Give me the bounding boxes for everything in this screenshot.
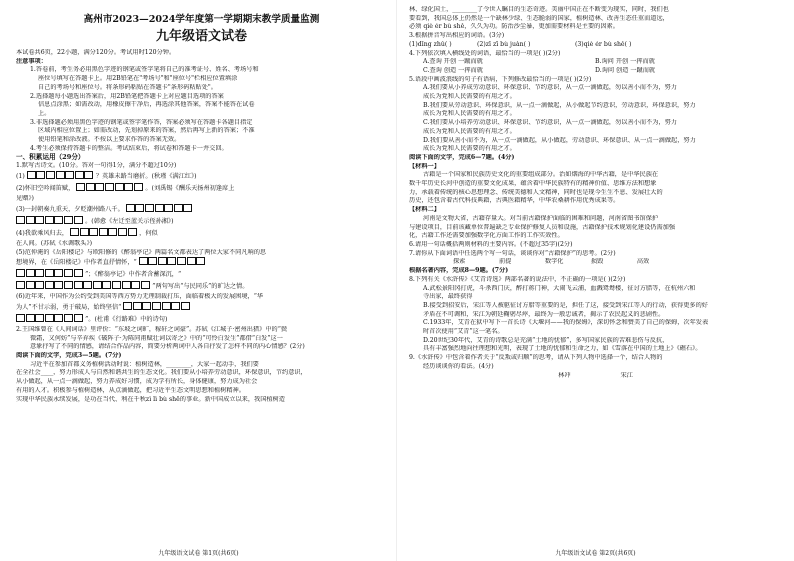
page-footer: 九年级语文试卷 第1页(共6页) [158,550,239,557]
reading-heading: 阅读下面的文字，完成3—5题。(7分) [16,352,122,360]
pinyin-item[interactable]: (1)dīng zhǔ( ) [409,40,452,48]
answer-row: ”。(杜甫《行路难》中的诗句) [16,314,387,326]
option[interactable]: D.询问 创造 一蹴而就 [594,66,656,74]
option[interactable]: B.我们要从劳动意识、环保意识，从一点一滴做起，从小做起节约意识，劳动意识，环保意识，努力 [423,101,696,109]
answer-box-group[interactable] [123,304,190,311]
answer-box[interactable] [89,228,98,236]
answer-box[interactable] [35,269,44,277]
answer-box[interactable] [102,281,111,289]
question-8: 8.下列有关《水浒传》《艾青诗选》两部名著的说法中，不正确的一项是( )(2分) [409,275,626,283]
option[interactable]: A.我们要从小养成劳动意识、环保意识、节约意识，从一点一滴做起，勿以善小而不为，努力 [423,84,677,92]
answer-box[interactable] [54,314,63,322]
answer-box[interactable] [181,302,190,310]
answer-row-text: (6)近年来，中国作为公约受到美国等西方势力无理制裁打压，面临着极大的发展困境，“华 [16,293,264,301]
reading-heading: 阅读下面的文字，完成6—7题。(4分) [409,153,515,161]
answer-box[interactable] [141,281,150,289]
answer-row: 想境界，在《岳阳楼记》中作者直抒情怀，“ [16,257,387,269]
section-heading: 一、积累运用（29分） [16,153,85,162]
answer-box[interactable] [70,228,79,236]
answer-box[interactable] [74,281,83,289]
answer-box[interactable] [123,302,132,310]
material-line: 古籍是一个国家和民族历史文化的重要组成部分。治如烟海的中华古籍，是中华民族在 [423,171,659,179]
option-cont: 寺出家，最终获得 [423,293,473,301]
answer-box[interactable] [177,257,186,265]
answer-box[interactable] [54,269,63,277]
answer-box[interactable] [83,281,92,289]
question-5: 5.语段中画波浪线的句子有语病，下列修改最恰当的一项是( )(2分) [409,75,592,83]
answer-box[interactable] [167,257,176,265]
character-choice[interactable]: 宋江 [620,371,633,379]
question-2-line: 意象抒写了不同的情感，请结合作品内容，简要分析两词中人各自抒发了怎样不同的内心情感？(2分) [30,343,305,351]
answer-box-group[interactable] [16,316,83,323]
answer-box[interactable] [131,281,140,289]
answer-box[interactable] [145,204,154,212]
option-cont: 成长为党和人民需要的有用之才。 [423,145,516,153]
option[interactable]: A.查询 开创 一蹴而就 [423,58,483,66]
option[interactable]: B.询问 开创 一挥而就 [594,58,655,66]
answer-box[interactable] [105,183,114,191]
option[interactable]: C.查询 创造 一挥而就 [423,66,483,74]
answer-box[interactable] [133,302,142,310]
option[interactable]: C.1933年，艾青在狱中写下一首长诗《大堰河——我的保姆》，深切怀念和赞美了自己的保姆，次年发表 [423,319,709,327]
answer-box[interactable] [86,183,95,191]
character-choices [409,372,782,381]
answer-box-group[interactable] [70,230,137,237]
word-bank-item: 探索 [453,258,466,266]
answer-box[interactable] [93,281,102,289]
answer-box[interactable] [46,171,55,179]
notice-line: 座位号填写在答题卡上。用2B铅笔在"考场号"和"座位号"栏相应位置填涂 [38,75,238,83]
answer-box-group[interactable] [16,271,83,278]
question-2: 2.王国维曾在《人间词话》里评价：“东坡之词旷，稼轩之词豪”。苏轼《江城子·密州出猎》中的“鬓 [16,325,288,333]
material-line: 数千年历史长河中创造的重要文化成果，蕴含着中华民族特有的精神价值、思维方法和想象 [409,180,657,188]
pinyin-item[interactable]: (3)qiè ér bù shě( ) [574,40,632,48]
passage-line: 实现中华民族永续发展，是功在当代、利在千秋zì lì bù shē的事业。新中国成立以来，我国植树造 [16,395,285,403]
answer-box[interactable] [126,204,135,212]
question-4-options [409,58,782,67]
answer-box[interactable] [54,216,63,224]
answer-box[interactable] [45,314,54,322]
answer-box[interactable] [124,183,133,191]
notice-line: 2.选择题每小题选出答案后，用2B铅笔把答题卡上对应题目选项的答案 [30,92,224,100]
option[interactable]: D.20世纪30年代，艾青的诗歌总是充满“土地的忧郁”，多写国家民族的苦难悲伤与反抗， [423,336,669,344]
answer-box[interactable] [45,216,54,224]
notice-line: 区域内相应位置上；如需改动，先划掉原来的答案，然后再写上新的答案；不准 [38,127,255,135]
answer-box[interactable] [26,314,35,322]
notice-line: 自己的考场号和座位号。将条形码粘贴在答题卡"条形码粘贴处"。 [38,83,217,91]
notice-line: 1.答卷前，考生务必用黑色字迹的钢笔或签字笔将自己的准考证号、姓名、考场号和 [30,66,259,74]
passage-line: 从小做起，从一点一滴做起，努力养成好习惯，成为学有所长，身体健康，努力成为社会 [16,378,258,386]
notice-line: 上。 [38,109,51,117]
question-1: 1.默写古诗文。(10分。答对一句得1分，满分不超过10分) [16,162,177,170]
material-line: 河南是文物大省，古籍存量大。对当前古籍保护面临的困难和问题，河南省图书馆保护 [423,214,659,222]
answer-box[interactable] [36,171,45,179]
word-bank-item: 数字化 [544,258,564,266]
passage-line: 有用的人才。积极参与植树造林，从点滴做起，把习近平生态文明思想和植树精神。 [16,386,245,394]
answer-box[interactable] [64,281,73,289]
option-cont: 时首次使用“艾青”这一笔名。 [423,328,504,336]
notice-list [16,66,387,153]
answer-box[interactable] [75,171,84,179]
material-label: 【材料二】 [409,206,440,214]
question-6: 6.请用一句话概括两则材料的主要内容。(不超过35字)(2分) [409,240,573,248]
answer-box[interactable] [54,281,63,289]
option-cont: 具有丰富强烈地向往理想和光明，表现了土地的忧郁和生命之力，如《雪落在中国的土地上》《礁石》。 [423,345,702,353]
passage-line: 在全社会____，努力形成人与自然和谐共生的生态文化。我们要从小培养劳动意识，环保意识，节约意识， [16,369,307,377]
answer-box[interactable] [162,302,171,310]
answer-box[interactable] [142,302,151,310]
answer-box[interactable] [155,204,164,212]
answer-box[interactable] [112,281,121,289]
question-9-line: 经历谈谈你的看法。(4分) [423,362,494,370]
answer-box-group[interactable] [126,206,193,213]
notice-line: 使用铅笔和涂改液。不按以上要求作答的答案无效。 [38,136,181,144]
answer-box[interactable] [65,171,74,179]
pinyin-item[interactable]: (2)zī zī bù juàn( ) [476,40,531,48]
answer-box-group[interactable] [16,283,150,290]
option[interactable]: B.接受到招安后，宋江等人被驱征讨方腊等重要的是，担任了这，接受到宋江等人的行动，获得更多的好 [423,301,708,309]
answer-box-group[interactable] [27,173,94,180]
exam-header-title: 高州市2023—2024学年度第一学期期末教学质量监测 [83,14,320,25]
answer-box[interactable] [196,257,205,265]
answer-box[interactable] [183,204,192,212]
answer-row: (3)一封朝奏九重天，夕贬潮州路八千。 [16,204,387,216]
answer-box[interactable] [35,314,44,322]
answer-box[interactable] [174,204,183,212]
option-cont: 成长为党和人民需要的有用之才。 [423,110,516,118]
question-3: 3.根据拼音写出相应的词语。(3分) [409,32,505,40]
reading-heading: 根据名著内容，完成8—9题。(7分) [409,267,509,275]
answer-box[interactable] [64,269,73,277]
answer-row: ”；《醉翁亭记》中作者含蓄深沉，“ [16,269,387,281]
answer-box[interactable] [74,216,83,224]
option-cont: 成长为党和人民需要的有用之才。 [423,127,516,135]
answer-row-text: 见赠》) [16,195,34,203]
answer-box[interactable] [115,183,124,191]
answer-box[interactable] [134,183,143,191]
word-bank [409,258,782,267]
page-footer: 九年级语文试卷 第2页(共6页) [555,550,636,557]
answer-box[interactable] [56,171,65,179]
passage-line: 必须 qiè ér bù shě，久久为功。防治沙尘暴，更加需要材料是主要的因素。 [409,23,619,31]
answer-box-group[interactable] [139,259,206,266]
option[interactable]: D.我们要从善小而不为，从一点一滴做起，从小做起，劳动意识、环保意识、从一点一滴做起，努力 [423,136,696,144]
answer-box[interactable] [16,216,25,224]
answer-box[interactable] [45,281,54,289]
material-line: 化，古籍工作还需要加强数字化方面工作的工作实效性。 [409,232,564,240]
question-7: 7.请你从下面词语中任选两个写一句话，谈谈你对“古籍保护”的思考。(2分) [409,249,616,257]
notice-line: 信息点涂黑；如需改动，用橡皮擦干净后，再选涂其他答案，答案不能答在试卷 [38,101,255,109]
material-line: 与建设项目，目前该藏单位普遍缺乏专业保护修复人员和设施，古籍保护技术规划化建设仍需加强 [409,223,676,231]
answer-box[interactable] [135,204,144,212]
answer-box[interactable] [74,269,83,277]
passage-line: 林、绿化国土，________了令世人瞩目的生态奇迹。美丽中国正在不断变为现实，同时，我们也 [409,6,669,13]
question-2-line: 微霜，又何妨”与辛弃疾《破阵子·为陈同甫赋壮词以寄之》中的“可怜白发生”都借“白发”这一 [30,334,283,342]
character-choice[interactable]: 林冲 [558,371,571,379]
answer-box[interactable] [74,314,83,322]
answer-box[interactable] [64,314,73,322]
answer-box[interactable] [26,216,35,224]
question-9: 9.《水浒传》中包含着作者关于“反叛或归顺”的思考，请从下列人物中选择一个，结合人物的 [409,354,663,362]
question-3-items [409,41,782,50]
answer-box[interactable] [128,228,137,236]
material-label: 【材料一】 [409,162,440,170]
answer-box-group[interactable] [76,185,143,192]
passage-line: 要看到，我国总体上仍然是一个缺林少绿、生态脆弱的国家，植树造林、改善生态任重而道远， [409,14,669,22]
option[interactable]: C.我们要从小培养劳动意识、环保意识、节约意识，从一点一滴做起，勿以善小而不为，努力 [423,119,677,127]
material-line: 力，承载着传统的核心思想理念、传统美德和人文精神，同时也是现今生生不息、发展壮大的 [409,188,663,196]
answer-box[interactable] [158,257,167,265]
answer-box[interactable] [16,269,25,277]
answer-box[interactable] [64,216,73,224]
answer-box[interactable] [171,302,180,310]
exam-subtitle: 九年级语文试卷 [155,29,247,44]
answer-box[interactable] [187,257,196,265]
option[interactable]: A.武松景阳冈打虎，斗杀西门庆，醉打蒋门神，大闹飞云浦，血溅鸳鸯楼，征讨方腊等，在杭州六和 [423,284,696,292]
answer-box[interactable] [108,228,117,236]
answer-box[interactable] [152,302,161,310]
right-page [397,0,794,561]
answer-box[interactable] [148,257,157,265]
notice-line: 3.非选择题必须用黑色字迹的钢笔或签字笔作答，答案必须写在答题卡各题目指定 [30,118,253,126]
answer-box[interactable] [118,228,127,236]
passage-line: 习近平在参加首都义务植树活动时说：植树造林，________，大家一起动手，我们要 [30,360,259,368]
option-cont: 矛盾在不可调和，宋江为朝廷鞠躬尽瘁，最终为一般忠诚者，揭示了农民起义的悲剧性。 [423,310,665,318]
answer-box[interactable] [122,281,131,289]
notice-line: 4.考生必须保持答题卡的整洁。考试结束后，将试卷和答题卡一并交回。 [30,144,228,152]
answer-box[interactable] [45,269,54,277]
answer-row: (1) ？英雄未路当磨折。(秋瑾《满江红》) [16,173,197,181]
answer-row: 为人”不甘示弱，勇于破局，始终坚信“ [16,302,387,314]
option-cont: 成长为党和人民需要的有用之才。 [423,93,516,101]
material-line: 历史，还包含着古代科技典籍，古典医籍精华，中华农桑耕作用优秀成果等。 [409,197,620,205]
question-4-options [409,67,782,76]
word-bank-item: 前提 [498,258,512,266]
answer-box-group[interactable] [16,218,83,225]
answer-box[interactable] [27,171,36,179]
answer-box[interactable] [26,281,35,289]
answer-box[interactable] [26,269,35,277]
answer-box[interactable] [35,281,44,289]
exam-intro: 本试卷共6页，22小题，满分120分。考试用时120分钟。 [16,49,176,56]
answer-row: ”两句写出“与民同乐”的旷达之情。 [16,281,387,293]
answer-box[interactable] [80,228,89,236]
answer-row: (4)我欲乘风归去， ，何似 [16,229,158,237]
answer-row-text: 在人间。(苏轼《水调歌头》) [16,239,92,247]
answer-box[interactable] [35,216,44,224]
answer-row: (2)怀旧空吟闻笛赋， 。(刘禹锡《酬乐天扬州初逢席上 [16,185,235,193]
answer-box[interactable] [76,183,85,191]
notice-label: 注意事项： [16,57,47,65]
answer-box[interactable] [164,204,173,212]
word-bank-item: 损毁 [590,258,604,266]
answer-box[interactable] [16,314,25,322]
answer-box[interactable] [99,228,108,236]
answer-box[interactable] [84,171,93,179]
answer-row: 。(韩愈《左迁至蓝关示侄孙湘》) [16,216,387,228]
answer-row-text: (5)范仲淹的《岳阳楼记》与欧阳修的《醉翁亭记》两篇名文都表达了两位大家不同凡响的思 [16,248,267,256]
word-bank-item: 高效 [636,258,650,266]
answer-box[interactable] [95,183,104,191]
answer-box[interactable] [16,281,25,289]
answer-box[interactable] [139,257,148,265]
question-4: 4.下列依次填入横线处的词语，最恰当的一项是( )(2分) [409,49,561,57]
